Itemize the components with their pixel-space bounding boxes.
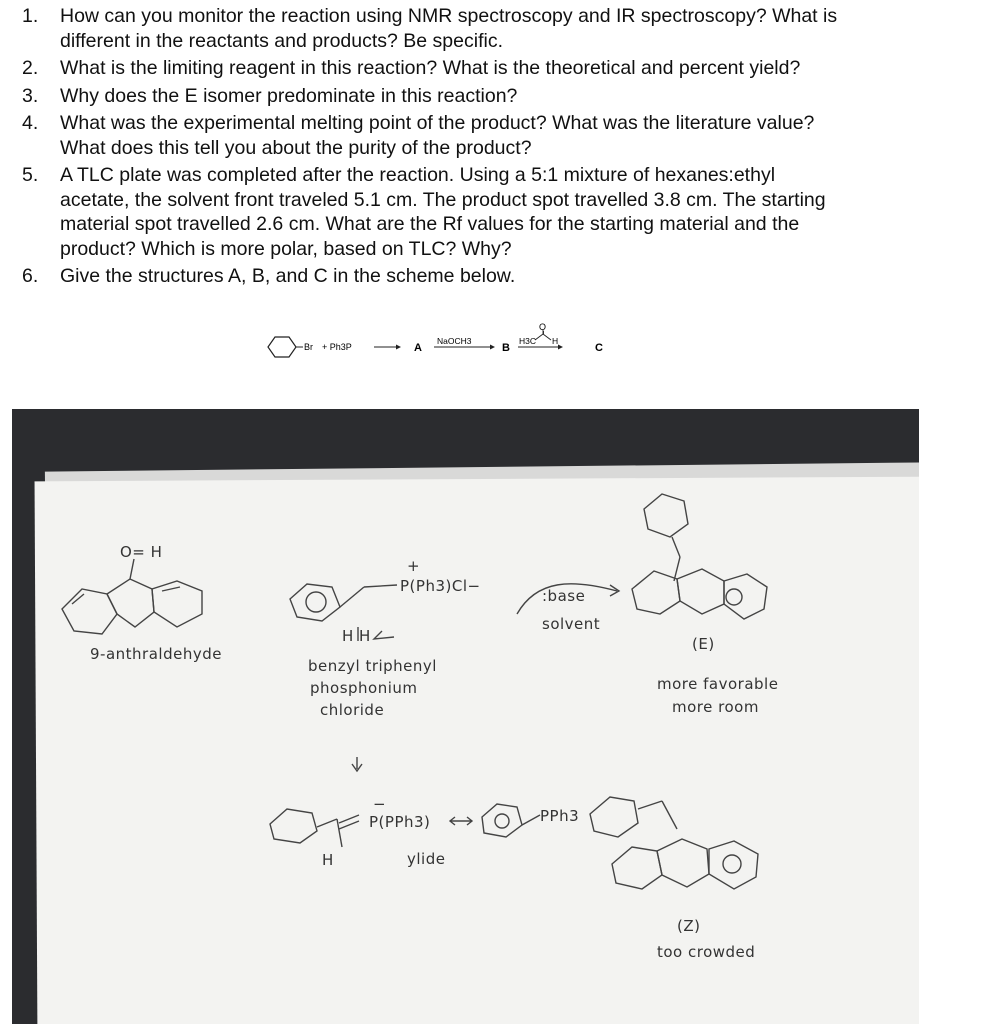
cyclohexane-ring: [268, 337, 296, 357]
handwritten-mechanism: [12, 409, 919, 1024]
scheme-a: A: [414, 342, 422, 354]
base-label: :base: [542, 587, 586, 605]
question-text: A TLC plate was completed after the reaction. Using a 5:1 mixture of hexanes:ethyl acetate, the solvent front traveled 5.1 cm. The product spot travelled 3.8 cm. The starting material spot travelled 2.6 cm. What are the Rf values for the starting material and the product? Which is more polar, based on TLC? Why?: [60, 164, 826, 260]
e-product-structure: [632, 494, 767, 619]
scheme-reagent: + Ph3P: [322, 342, 352, 352]
question-5: [22, 163, 962, 261]
handwritten-photo: [12, 409, 919, 1024]
salt-name-line-1: benzyl triphenyl: [308, 657, 437, 675]
scheme-base: NaOCH3: [437, 336, 472, 346]
scheme-c: C: [595, 342, 603, 354]
question-number: 6.: [22, 265, 39, 287]
question-number: 2.: [22, 57, 39, 79]
question-1: [22, 4, 962, 53]
anthracene-structure: [62, 559, 202, 634]
question-text: Why does the E isomer predominate in this reaction?: [60, 84, 518, 107]
anthraldehyde-name: 9-anthraldehyde: [90, 645, 222, 663]
question-number: 1.: [22, 5, 39, 27]
salt-name-line-2: phosphonium: [310, 679, 418, 697]
z-note: too crowded: [657, 943, 756, 961]
ylide-minus: −: [373, 795, 387, 813]
e-note-line-2: more room: [672, 698, 759, 716]
solvent-label: solvent: [542, 615, 601, 633]
z-product-structure: [590, 797, 758, 889]
e-isomer-label: (E): [692, 635, 715, 653]
e-note-line-1: more favorable: [657, 675, 779, 693]
z-isomer-label: (Z): [677, 917, 701, 935]
ylide-group: P(PPh3): [369, 813, 431, 831]
scheme-aldehyde-h: H: [552, 336, 559, 346]
scheme-br: Br: [304, 342, 313, 352]
salt-name-line-3: chloride: [320, 701, 385, 719]
question-number: 5.: [22, 164, 39, 186]
benzyl-ring: [290, 584, 397, 621]
phosphonium-plus: +: [407, 557, 421, 575]
question-text: What is the limiting reagent in this reaction? What is the theoretical and percent yield?: [60, 57, 801, 79]
phosphonium-h: H H: [342, 627, 371, 645]
question-list: [22, 4, 962, 292]
anthraldehyde-cho: O= H: [120, 543, 163, 561]
scheme-aldehyde-oxygen: [535, 320, 555, 334]
scheme-aldehyde-ch3: H3C: [519, 336, 537, 346]
ylide-resonance-group: PPh3: [540, 807, 580, 825]
question-3: [22, 84, 962, 109]
question-6: [22, 264, 962, 289]
reaction-scheme: [262, 330, 622, 362]
question-text: What was the experimental melting point of the product? What was the literature value? What does this tell you about the purity of the product?: [60, 112, 815, 159]
scheme-b: B: [502, 342, 510, 354]
ylide-h: H: [322, 851, 334, 869]
question-text: Give the structures A, B, and C in the scheme below.: [60, 265, 516, 287]
phosphonium-group: P(Ph3)Cl−: [400, 577, 481, 595]
svg-text:O: O: [539, 322, 547, 332]
ylide-label: ylide: [407, 850, 446, 868]
question-2: [22, 56, 962, 81]
question-number: 3.: [22, 84, 39, 107]
question-4: [22, 111, 962, 160]
question-text: How can you monitor the reaction using NMR spectroscopy and IR spectroscopy? What is different in the reactants and products? Be specific.: [60, 5, 838, 52]
question-number: 4.: [22, 112, 39, 134]
